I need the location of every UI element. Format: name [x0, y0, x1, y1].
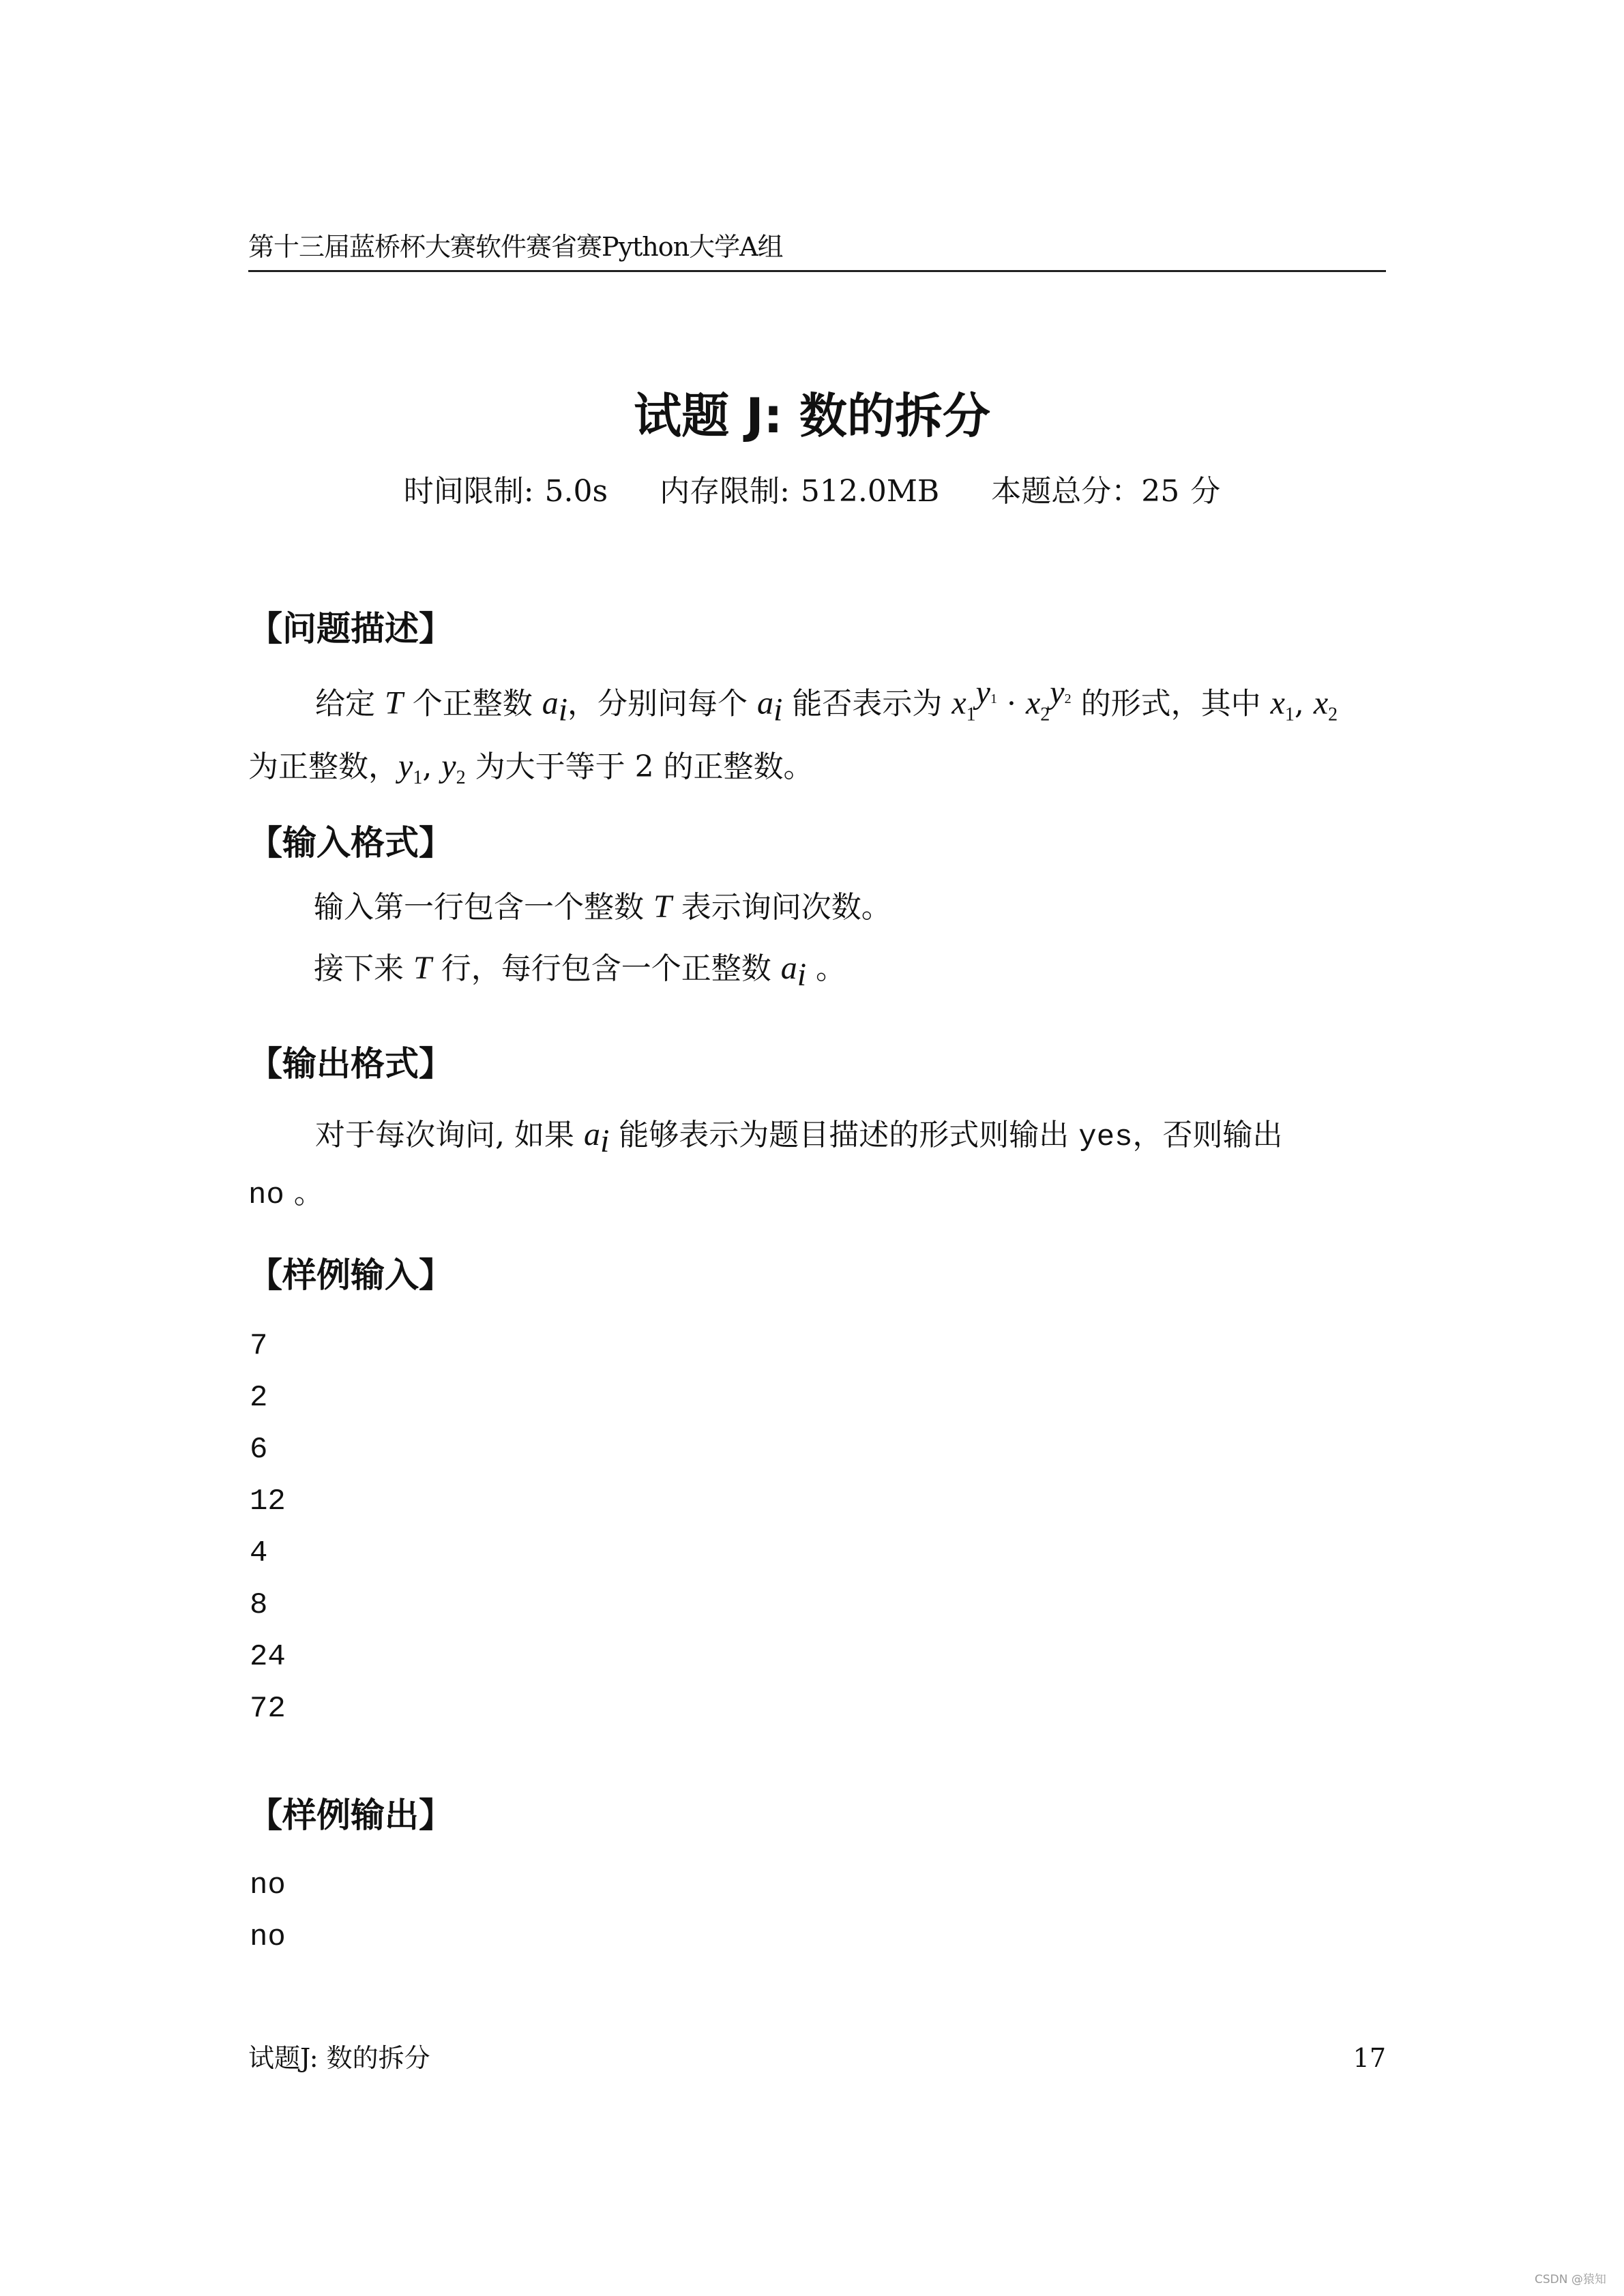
section-heading-description: 【问题描述】 — [248, 609, 453, 648]
input-format-line-1: 输入第一行包含一个整数 T 表示询问次数。 — [314, 889, 891, 925]
description-paragraph: 给定 T 个正整数 $a_i$，分别问每个 $a_i$ 能否表示为 $x_1^{y1} \cdot x_2^{y2}$ 的形式，其中 $x_1$, $x_2$ 为正整数，$y_1$, $y_2$ 为大于等于 2 的正整数。 — [248, 674, 1338, 789]
output-format-paragraph: 对于每次询问, 如果 $a_i$ 能够表示为题目描述的形式则输出 yes，否则输出 no 。 — [248, 1116, 1283, 1212]
page-number: 17 — [1353, 2043, 1386, 2073]
sample-output-block — [250, 1860, 286, 1963]
memory-limit: 内存限制: 512.0MB — [660, 474, 940, 509]
sample-input-line: 12 — [250, 1485, 286, 1519]
sample-input-line: 24 — [250, 1640, 286, 1674]
section-heading-input-format: 【输入格式】 — [248, 823, 453, 863]
footer-title: 试题J: 数的拆分 — [248, 2043, 430, 2073]
header-rule — [248, 270, 1386, 272]
time-limit: 时间限制: 5.0s — [403, 474, 608, 509]
problem-title: 试题 J: 数的拆分 — [634, 388, 990, 444]
sample-input-line: 7 — [250, 1329, 268, 1363]
sample-output-line: no — [250, 1920, 286, 1954]
total-score: 本题总分：25 分 — [991, 474, 1221, 509]
sample-input-line: 6 — [250, 1433, 268, 1467]
sample-input-line: 72 — [250, 1692, 286, 1726]
watermark: CSDN @猿知 — [1535, 2273, 1606, 2286]
sample-input-line: 8 — [250, 1588, 268, 1622]
sample-input-line: 2 — [250, 1381, 268, 1415]
input-format-line-2: 接下来 T 行，每行包含一个正整数 $a_i$ 。 — [314, 950, 846, 993]
section-heading-sample-output: 【样例输出】 — [248, 1795, 453, 1835]
sample-input-block — [250, 1320, 286, 1735]
sample-input-line: 4 — [250, 1536, 268, 1570]
running-header: 第十三届蓝桥杯大赛软件赛省赛Python大学A组 — [248, 232, 783, 262]
section-heading-sample-input: 【样例输入】 — [248, 1255, 453, 1295]
section-heading-output-format: 【输出格式】 — [248, 1044, 453, 1084]
problem-limits — [0, 473, 1624, 511]
sample-output-line: no — [250, 1868, 286, 1903]
